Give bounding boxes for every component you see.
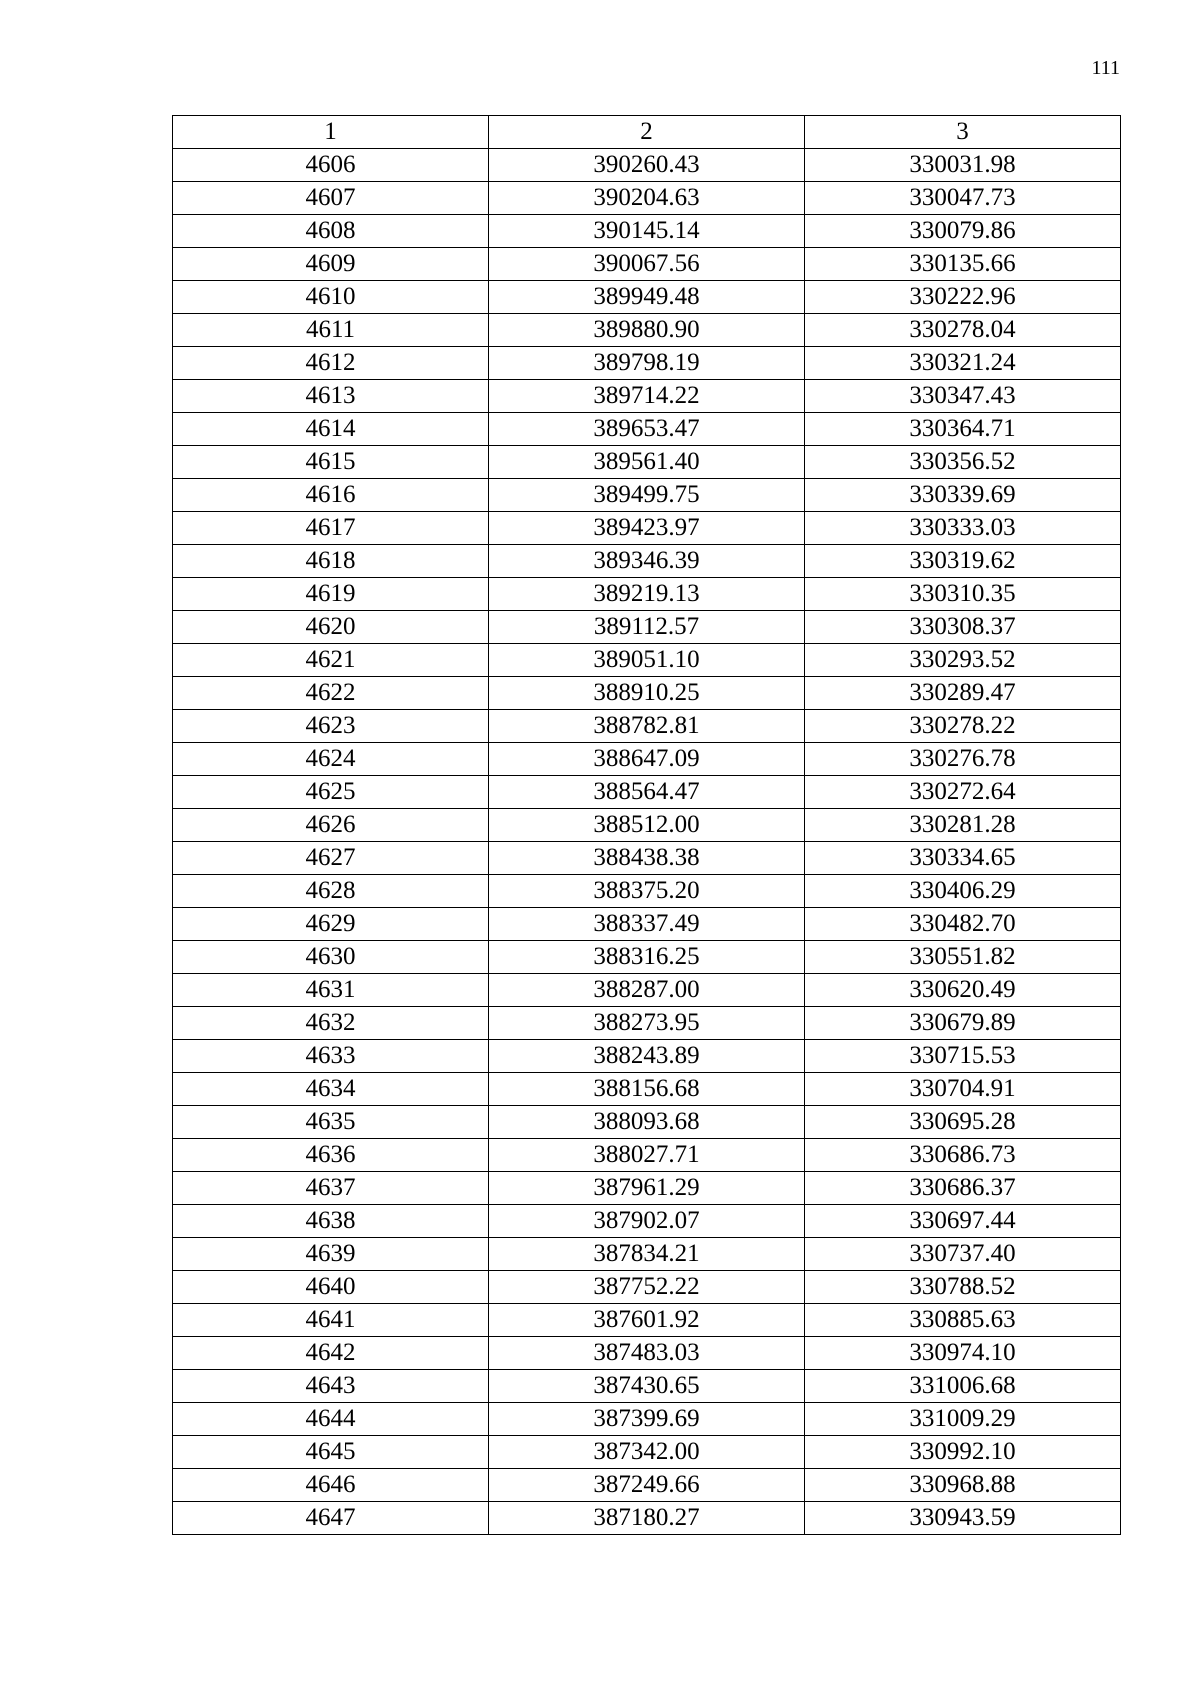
cell-point-number: 4638	[173, 1205, 489, 1238]
cell-x-coordinate: 387752.22	[489, 1271, 805, 1304]
cell-point-number: 4626	[173, 809, 489, 842]
cell-point-number: 4640	[173, 1271, 489, 1304]
table-row	[173, 1436, 1121, 1469]
cell-x-coordinate: 388337.49	[489, 908, 805, 941]
cell-point-number: 4637	[173, 1172, 489, 1205]
table-row	[173, 842, 1121, 875]
table-row	[173, 1073, 1121, 1106]
cell-y-coordinate: 330620.49	[805, 974, 1121, 1007]
cell-x-coordinate: 390067.56	[489, 248, 805, 281]
cell-y-coordinate: 330704.91	[805, 1073, 1121, 1106]
cell-x-coordinate: 388027.71	[489, 1139, 805, 1172]
cell-x-coordinate: 388564.47	[489, 776, 805, 809]
cell-x-coordinate: 388782.81	[489, 710, 805, 743]
table-row	[173, 1502, 1121, 1535]
cell-y-coordinate: 330737.40	[805, 1238, 1121, 1271]
table-row	[173, 248, 1121, 281]
cell-point-number: 4613	[173, 380, 489, 413]
cell-point-number: 4621	[173, 644, 489, 677]
cell-x-coordinate: 387601.92	[489, 1304, 805, 1337]
cell-point-number: 4616	[173, 479, 489, 512]
table-row	[173, 1172, 1121, 1205]
cell-point-number: 4607	[173, 182, 489, 215]
cell-x-coordinate: 387249.66	[489, 1469, 805, 1502]
cell-x-coordinate: 389112.57	[489, 611, 805, 644]
cell-y-coordinate: 330356.52	[805, 446, 1121, 479]
cell-y-coordinate: 331009.29	[805, 1403, 1121, 1436]
cell-y-coordinate: 330293.52	[805, 644, 1121, 677]
table-row	[173, 545, 1121, 578]
cell-point-number: 4608	[173, 215, 489, 248]
cell-point-number: 4635	[173, 1106, 489, 1139]
cell-point-number: 4641	[173, 1304, 489, 1337]
cell-x-coordinate: 389051.10	[489, 644, 805, 677]
cell-y-coordinate: 330686.37	[805, 1172, 1121, 1205]
cell-point-number: 4611	[173, 314, 489, 347]
coordinates-table	[172, 115, 1121, 1535]
table-row	[173, 413, 1121, 446]
cell-y-coordinate: 330974.10	[805, 1337, 1121, 1370]
cell-x-coordinate: 389880.90	[489, 314, 805, 347]
cell-point-number: 4610	[173, 281, 489, 314]
cell-point-number: 4619	[173, 578, 489, 611]
table-row	[173, 809, 1121, 842]
cell-x-coordinate: 390260.43	[489, 149, 805, 182]
header-cell-point: 1	[173, 116, 489, 149]
cell-y-coordinate: 330310.35	[805, 578, 1121, 611]
cell-x-coordinate: 387180.27	[489, 1502, 805, 1535]
cell-point-number: 4636	[173, 1139, 489, 1172]
cell-y-coordinate: 330695.28	[805, 1106, 1121, 1139]
cell-y-coordinate: 330031.98	[805, 149, 1121, 182]
cell-point-number: 4629	[173, 908, 489, 941]
cell-y-coordinate: 330968.88	[805, 1469, 1121, 1502]
cell-x-coordinate: 388093.68	[489, 1106, 805, 1139]
cell-x-coordinate: 389346.39	[489, 545, 805, 578]
cell-point-number: 4646	[173, 1469, 489, 1502]
cell-x-coordinate: 389499.75	[489, 479, 805, 512]
cell-point-number: 4631	[173, 974, 489, 1007]
table-row	[173, 380, 1121, 413]
cell-y-coordinate: 330686.73	[805, 1139, 1121, 1172]
cell-point-number: 4630	[173, 941, 489, 974]
table-row	[173, 941, 1121, 974]
table-row	[173, 1106, 1121, 1139]
table-row	[173, 1271, 1121, 1304]
cell-point-number: 4647	[173, 1502, 489, 1535]
cell-x-coordinate: 388438.38	[489, 842, 805, 875]
table-row	[173, 875, 1121, 908]
table-row	[173, 743, 1121, 776]
cell-x-coordinate: 387342.00	[489, 1436, 805, 1469]
cell-x-coordinate: 387430.65	[489, 1370, 805, 1403]
cell-point-number: 4609	[173, 248, 489, 281]
cell-x-coordinate: 390145.14	[489, 215, 805, 248]
cell-x-coordinate: 389949.48	[489, 281, 805, 314]
table-row	[173, 1304, 1121, 1337]
cell-y-coordinate: 330482.70	[805, 908, 1121, 941]
cell-y-coordinate: 330047.73	[805, 182, 1121, 215]
cell-x-coordinate: 388647.09	[489, 743, 805, 776]
cell-point-number: 4627	[173, 842, 489, 875]
cell-point-number: 4643	[173, 1370, 489, 1403]
cell-point-number: 4634	[173, 1073, 489, 1106]
cell-point-number: 4614	[173, 413, 489, 446]
cell-y-coordinate: 330222.96	[805, 281, 1121, 314]
table-body	[173, 149, 1121, 1535]
cell-x-coordinate: 389798.19	[489, 347, 805, 380]
cell-point-number: 4644	[173, 1403, 489, 1436]
page-number: 111	[1091, 57, 1120, 79]
table-row	[173, 512, 1121, 545]
cell-x-coordinate: 388243.89	[489, 1040, 805, 1073]
cell-point-number: 4618	[173, 545, 489, 578]
cell-x-coordinate: 389714.22	[489, 380, 805, 413]
cell-y-coordinate: 330079.86	[805, 215, 1121, 248]
header-cell-y: 3	[805, 116, 1121, 149]
cell-y-coordinate: 330885.63	[805, 1304, 1121, 1337]
cell-point-number: 4628	[173, 875, 489, 908]
table-row	[173, 578, 1121, 611]
header-cell-x: 2	[489, 116, 805, 149]
cell-x-coordinate: 388156.68	[489, 1073, 805, 1106]
cell-point-number: 4612	[173, 347, 489, 380]
cell-x-coordinate: 388375.20	[489, 875, 805, 908]
table-row	[173, 479, 1121, 512]
cell-x-coordinate: 388273.95	[489, 1007, 805, 1040]
cell-x-coordinate: 390204.63	[489, 182, 805, 215]
table-row	[173, 1205, 1121, 1238]
cell-point-number: 4645	[173, 1436, 489, 1469]
table-row	[173, 1139, 1121, 1172]
table-row	[173, 281, 1121, 314]
table-row	[173, 215, 1121, 248]
cell-y-coordinate: 330697.44	[805, 1205, 1121, 1238]
cell-y-coordinate: 330364.71	[805, 413, 1121, 446]
cell-y-coordinate: 330339.69	[805, 479, 1121, 512]
cell-x-coordinate: 389653.47	[489, 413, 805, 446]
cell-x-coordinate: 388512.00	[489, 809, 805, 842]
table-row	[173, 1040, 1121, 1073]
cell-y-coordinate: 330278.22	[805, 710, 1121, 743]
cell-x-coordinate: 388910.25	[489, 677, 805, 710]
cell-y-coordinate: 330308.37	[805, 611, 1121, 644]
table-row	[173, 710, 1121, 743]
cell-y-coordinate: 330333.03	[805, 512, 1121, 545]
cell-point-number: 4642	[173, 1337, 489, 1370]
cell-x-coordinate: 389561.40	[489, 446, 805, 479]
table-row	[173, 149, 1121, 182]
cell-y-coordinate: 330278.04	[805, 314, 1121, 347]
table-row	[173, 182, 1121, 215]
cell-point-number: 4615	[173, 446, 489, 479]
cell-x-coordinate: 388316.25	[489, 941, 805, 974]
cell-y-coordinate: 330334.65	[805, 842, 1121, 875]
cell-x-coordinate: 388287.00	[489, 974, 805, 1007]
cell-x-coordinate: 387961.29	[489, 1172, 805, 1205]
cell-y-coordinate: 330992.10	[805, 1436, 1121, 1469]
table-row	[173, 1337, 1121, 1370]
cell-point-number: 4617	[173, 512, 489, 545]
cell-y-coordinate: 330276.78	[805, 743, 1121, 776]
table-row	[173, 446, 1121, 479]
cell-y-coordinate: 330319.62	[805, 545, 1121, 578]
cell-point-number: 4624	[173, 743, 489, 776]
cell-y-coordinate: 330943.59	[805, 1502, 1121, 1535]
cell-point-number: 4623	[173, 710, 489, 743]
cell-y-coordinate: 330289.47	[805, 677, 1121, 710]
table-row	[173, 1370, 1121, 1403]
cell-x-coordinate: 387834.21	[489, 1238, 805, 1271]
table-row	[173, 974, 1121, 1007]
cell-point-number: 4632	[173, 1007, 489, 1040]
cell-point-number: 4639	[173, 1238, 489, 1271]
cell-y-coordinate: 330281.28	[805, 809, 1121, 842]
table-row	[173, 1469, 1121, 1502]
cell-x-coordinate: 387399.69	[489, 1403, 805, 1436]
cell-y-coordinate: 330679.89	[805, 1007, 1121, 1040]
cell-y-coordinate: 331006.68	[805, 1370, 1121, 1403]
cell-y-coordinate: 330715.53	[805, 1040, 1121, 1073]
cell-y-coordinate: 330551.82	[805, 941, 1121, 974]
table-header	[173, 116, 1121, 149]
table-row	[173, 677, 1121, 710]
cell-x-coordinate: 389219.13	[489, 578, 805, 611]
cell-point-number: 4606	[173, 149, 489, 182]
table-row	[173, 644, 1121, 677]
table-row	[173, 611, 1121, 644]
cell-x-coordinate: 387902.07	[489, 1205, 805, 1238]
cell-point-number: 4633	[173, 1040, 489, 1073]
cell-point-number: 4622	[173, 677, 489, 710]
cell-x-coordinate: 389423.97	[489, 512, 805, 545]
table-row	[173, 776, 1121, 809]
cell-y-coordinate: 330272.64	[805, 776, 1121, 809]
table-row	[173, 314, 1121, 347]
table-row	[173, 1403, 1121, 1436]
header-row	[173, 116, 1121, 149]
table-row	[173, 1007, 1121, 1040]
table-row	[173, 1238, 1121, 1271]
cell-y-coordinate: 330135.66	[805, 248, 1121, 281]
cell-y-coordinate: 330347.43	[805, 380, 1121, 413]
cell-y-coordinate: 330321.24	[805, 347, 1121, 380]
cell-point-number: 4625	[173, 776, 489, 809]
cell-x-coordinate: 387483.03	[489, 1337, 805, 1370]
cell-point-number: 4620	[173, 611, 489, 644]
table-row	[173, 908, 1121, 941]
table-row	[173, 347, 1121, 380]
cell-y-coordinate: 330788.52	[805, 1271, 1121, 1304]
cell-y-coordinate: 330406.29	[805, 875, 1121, 908]
